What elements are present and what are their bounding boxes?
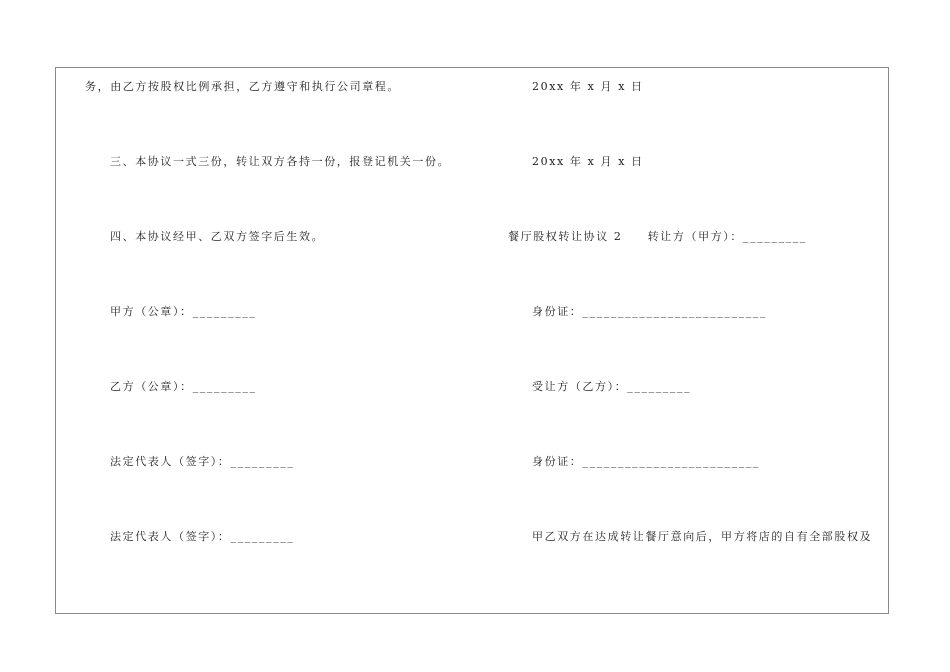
agreement-body-line: 甲乙双方在达成转让餐厅意向后，甲方将店的自有全部股权及 (532, 530, 873, 543)
left-text-line-1: 务，由乙方按股权比例承担，乙方遵守和执行公司章程。 (85, 80, 400, 93)
legal-rep-signature-line-2: 法定代表人（签字）：_________ (110, 530, 295, 543)
id-card-line-1: 身份证：__________________________ (532, 305, 767, 318)
id-card-line-2: 身份证：_________________________ (532, 455, 760, 468)
left-text-line-2: 三、本协议一式三份，转让双方各持一份，报登记机关一份。 (110, 155, 451, 168)
left-text-line-3: 四、本协议经甲、乙双方签字后生效。 (110, 230, 325, 243)
party-b-seal-line: 乙方（公章）：_________ (110, 380, 257, 393)
date-line-1: 20xx 年 x 月 x 日 (532, 80, 644, 93)
agreement-title-transferor-line: 餐厅股权转让协议 2 转让方（甲方）：_________ (508, 230, 807, 243)
date-line-2: 20xx 年 x 月 x 日 (532, 155, 644, 168)
transferee-line: 受让方（乙方）：_________ (532, 380, 692, 393)
party-a-seal-line: 甲方（公章）：_________ (110, 305, 257, 318)
legal-rep-signature-line-1: 法定代表人（签字）：_________ (110, 455, 295, 468)
